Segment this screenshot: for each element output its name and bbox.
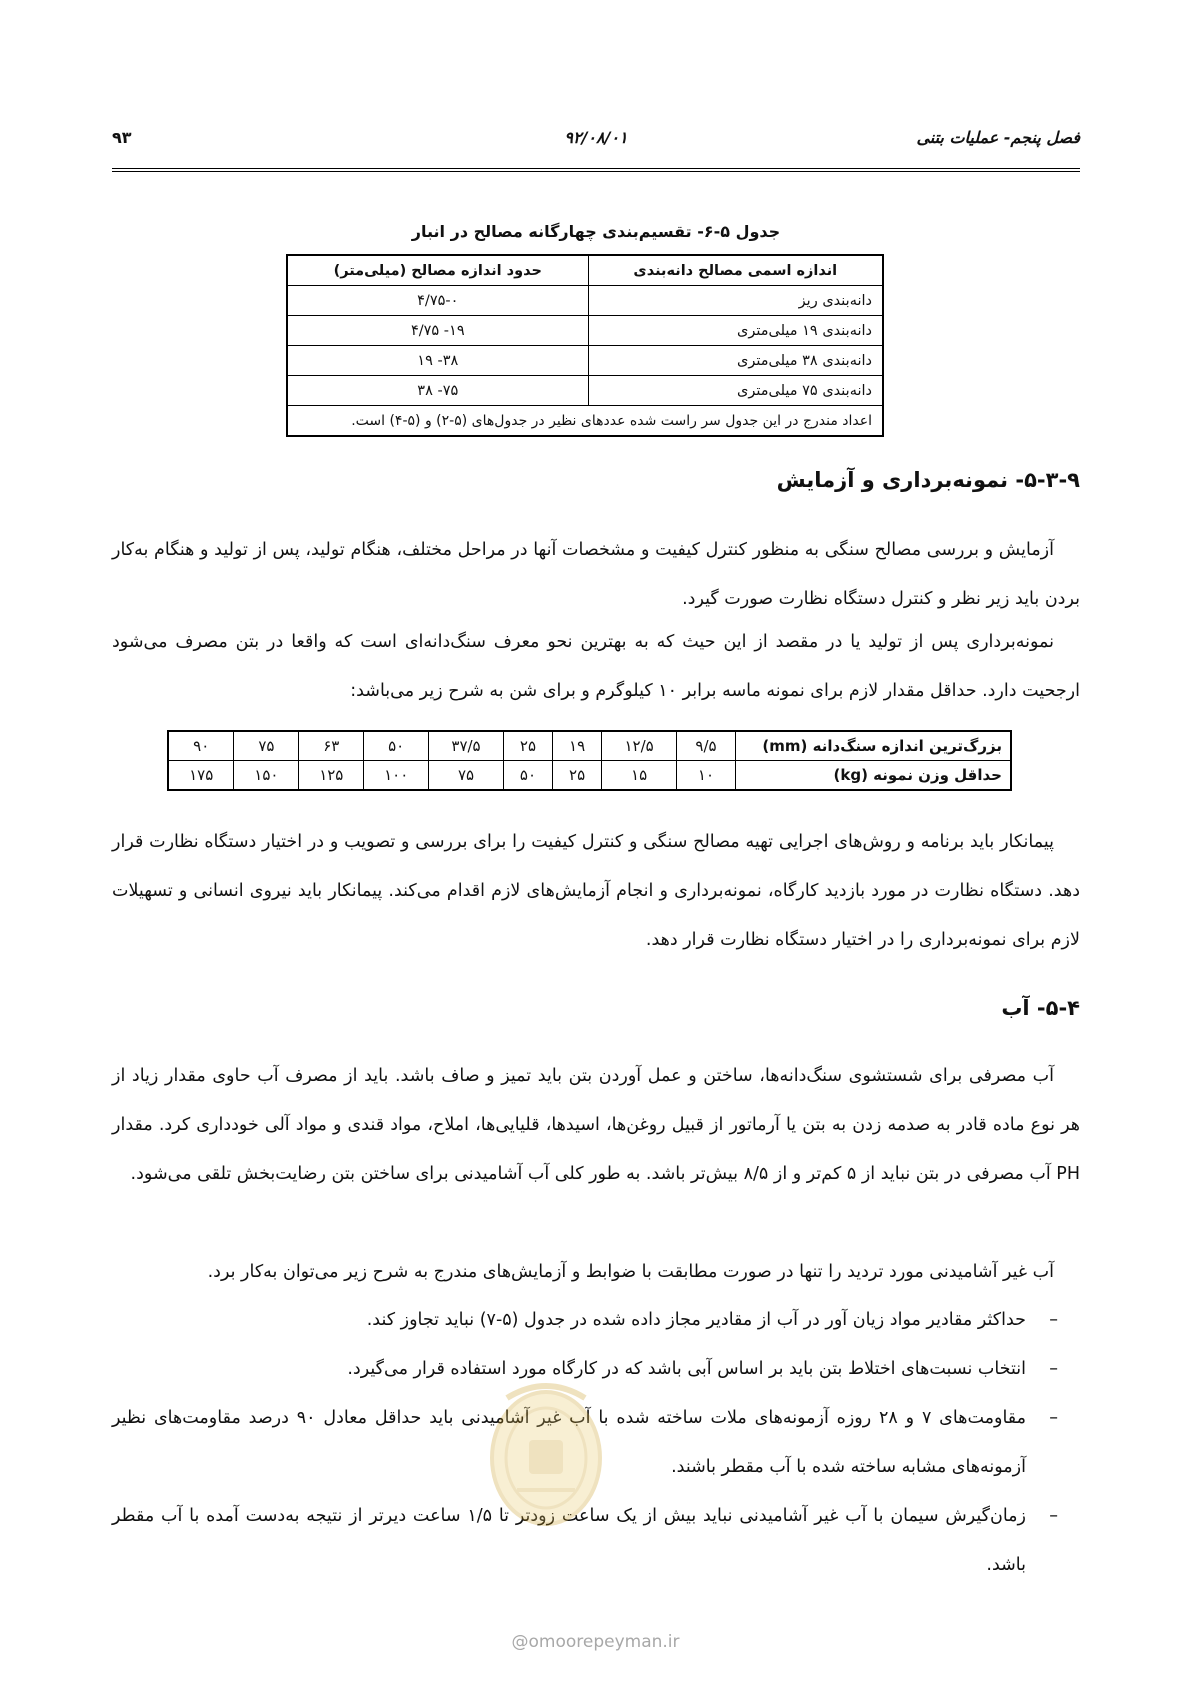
header-size-range: حدود اندازه مصالح (میلی‌متر) [287,255,588,286]
row-label-min-weight: حداقل وزن نمونه (kg) [736,761,1012,791]
header-nominal-size: اندازه اسمی مصالح دانه‌بندی [588,255,883,286]
paragraph-sampling-2: نمونه‌برداری پس از تولید یا در مقصد از این حیث که به بهترین نحو معرف سنگ‌دانه‌ای است که واقعا در بتن مصرف می‌شود ارجحیت دارد. حداقل مقدار لازم برای نمونه ماسه برابر ۱۰ کیلوگرم و برای شن به شرح زیر می‌باشد: [112,632,1080,701]
cell-value: ۱۵ [602,761,677,791]
table-aggregate-classes [286,254,884,437]
cell-value: ۵۰ [503,761,552,791]
cell-value: ۱۰۰ [364,761,429,791]
paragraph-water-2: آب غیر آشامیدنی مورد تردید را تنها در صورت مطابقت با ضوابط و آزمایش‌های مندرج به شرح زیر می‌توان به‌کار برد. [207,1262,1054,1282]
seal-watermark-icon [487,1378,605,1528]
cell-value: ۱۷۵ [168,761,234,791]
bullet-dash: – [1049,1359,1058,1379]
bullet-dash: – [1049,1310,1058,1330]
chapter-title: فصل پنجم- عملیات بتنی [916,128,1080,147]
paragraph-sampling-1: آزمایش و بررسی مصالح سنگی به منظور کنترل کیفیت و مشخصات آنها در مراحل مختلف، هنگام تولید، پس از تولید و هنگام به‌کار بردن باید زیر نظر و کنترل دستگاه نظارت صورت گیرد. [112,540,1080,609]
cell-value: ۷۵ [234,731,299,761]
list-item-text: زمان‌گیرش سیمان با آب غیر آشامیدنی نباید بیش از یک ساعت زودتر تا ۱/۵ ساعت دیرتر از نتیجه به‌دست آمده با آب مقطر باشد. [112,1506,1026,1575]
table-header-row [287,255,883,286]
list-item [112,1296,1080,1345]
cell-value: ۲۵ [553,761,602,791]
section-heading-sampling: ۵-۳-۹- نمونه‌برداری و آزمایش [776,468,1080,492]
table-row [287,346,883,376]
cell-value: ۹/۵ [676,731,735,761]
cell-value: ۲۵ [503,731,552,761]
list-item-text: حداکثر مقادیر مواد زیان آور در آب از مقادیر مجاز داده شده در جدول (۵-۷) نباید تجاوز کند. [366,1310,1026,1330]
page-header [112,128,1080,172]
table1-caption: جدول ۵-۶- تقسیم‌بندی چهارگانه مصالح در انبار [411,222,781,241]
cell-name: دانه‌بندی ریز [588,286,883,316]
cell-value: ۶۳ [299,731,364,761]
cell-name: دانه‌بندی ۷۵ میلی‌متری [588,376,883,406]
cell-range: ۳۸- ۱۹ [287,346,588,376]
cell-name: دانه‌بندی ۱۹ میلی‌متری [588,316,883,346]
table-row [287,376,883,406]
cell-value: ۹۰ [168,731,234,761]
watermark-text: @omoorepeyman.ir [511,1632,680,1652]
page-number: ۹۳ [112,128,132,147]
paragraph-sampling-3: پیمانکار باید برنامه و روش‌های اجرایی تهیه مصالح سنگی و کنترل کیفیت را برای بررسی و تصویب و در اختیار دستگاه نظارت قرار دهد. دستگاه نظارت در مورد بازدید کارگاه، نمونه‌برداری و انجام آزمایش‌های لازم اقدام می‌کند. پیمانکار باید نیروی انسانی و تسهیلات لازم برای نمونه‌برداری را در اختیار دستگاه نظارت قرار دهد. [112,832,1080,950]
table-row [168,731,1011,761]
table-row [168,761,1011,791]
cell-value: ۱۲۵ [299,761,364,791]
cell-value: ۱۹ [553,731,602,761]
table-note-row [287,406,883,437]
table-row [287,316,883,346]
row-label-max-size: بزرگ‌ترین اندازه سنگ‌دانه (mm) [736,731,1012,761]
cell-value: ۷۵ [429,761,504,791]
table-row [287,286,883,316]
cell-name: دانه‌بندی ۳۸ میلی‌متری [588,346,883,376]
bullet-dash: – [1049,1506,1058,1526]
list-item-text: انتخاب نسبت‌های اختلاط بتن باید بر اساس آبی باشد که در کارگاه مورد استفاده قرار می‌گیرد. [347,1359,1026,1379]
list-item-text: مقاومت‌های ۷ و ۲۸ روزه آزمونه‌های ملات ساخته شده با آب غیر آشامیدنی باید حداقل معادل ۹۰ درصد مقاومت‌های نظیر آزمونه‌های مشابه ساخته شده با آب مقطر باشند. [112,1408,1027,1477]
cell-range: ۱۹- ۴/۷۵ [287,316,588,346]
cell-value: ۵۰ [364,731,429,761]
section-heading-water: ۵-۴- آب [1001,996,1080,1020]
cell-range: ۷۵- ۳۸ [287,376,588,406]
cell-value: ۱۲/۵ [602,731,677,761]
cell-value: ۱۵۰ [234,761,299,791]
header-date: ۹۲/۰۸/۰۱ [564,128,628,147]
bullet-dash: – [1049,1408,1058,1428]
cell-value: ۳۷/۵ [429,731,504,761]
table-min-sample-weight [167,730,1012,791]
table-note: اعداد مندرج در این جدول سر راست شده عددهای نظیر در جدول‌های (۵-۲) و (۵-۴) است. [287,406,883,437]
cell-range: ۴/۷۵-۰ [287,286,588,316]
cell-value: ۱۰ [676,761,735,791]
paragraph-water-1: آب مصرفی برای شستشوی سنگ‌دانه‌ها، ساختن و عمل آوردن بتن باید تمیز و صاف باشد. باید از مصرف آب حاوی مقدار زیاد از هر نوع ماده قادر به صدمه زدن به بتن یا آرماتور از قبیل روغن‌ها، اسیدها، قلیایی‌ها، املاح، مواد قندی و مواد آلی خودداری کرد. مقدار PH آب مصرفی در بتن نباید از ۵ کم‌تر و از ۸/۵ بیش‌تر باشد. به طور کلی آب آشامیدنی برای ساختن بتن رضایت‌بخش تلقی می‌شود. [112,1066,1080,1184]
